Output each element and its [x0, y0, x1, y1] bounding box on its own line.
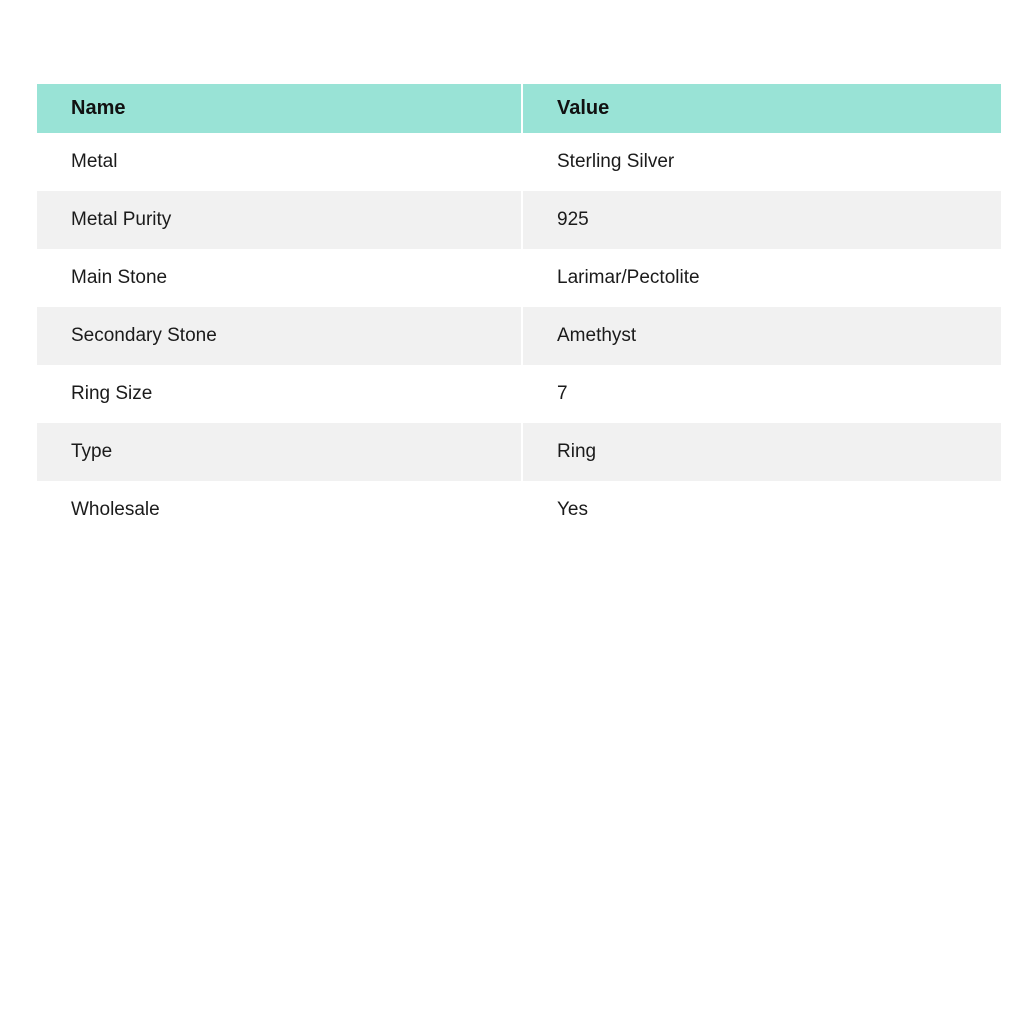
table-row	[37, 249, 1001, 307]
spec-value-cell: Yes	[523, 481, 1001, 539]
spec-value-cell: Larimar/Pectolite	[523, 249, 1001, 307]
spec-name-cell: Ring Size	[37, 365, 523, 423]
spec-name-cell: Type	[37, 423, 523, 481]
table-row	[37, 307, 1001, 365]
spec-value-cell: 7	[523, 365, 1001, 423]
spec-name-cell: Metal	[37, 133, 523, 191]
table-header-row	[37, 84, 1001, 133]
table-row	[37, 133, 1001, 191]
spec-name-cell: Secondary Stone	[37, 307, 523, 365]
spec-value-cell: Ring	[523, 423, 1001, 481]
table-body	[37, 133, 1001, 539]
spec-value-cell: Amethyst	[523, 307, 1001, 365]
column-header-name: Name	[37, 84, 523, 133]
table-row	[37, 365, 1001, 423]
column-header-value: Value	[523, 84, 1001, 133]
spec-name-cell: Wholesale	[37, 481, 523, 539]
spec-name-cell: Metal Purity	[37, 191, 523, 249]
spec-name-cell: Main Stone	[37, 249, 523, 307]
product-spec-table	[37, 84, 1001, 539]
table-row	[37, 191, 1001, 249]
spec-value-cell: 925	[523, 191, 1001, 249]
table-row	[37, 481, 1001, 539]
table-row	[37, 423, 1001, 481]
spec-value-cell: Sterling Silver	[523, 133, 1001, 191]
